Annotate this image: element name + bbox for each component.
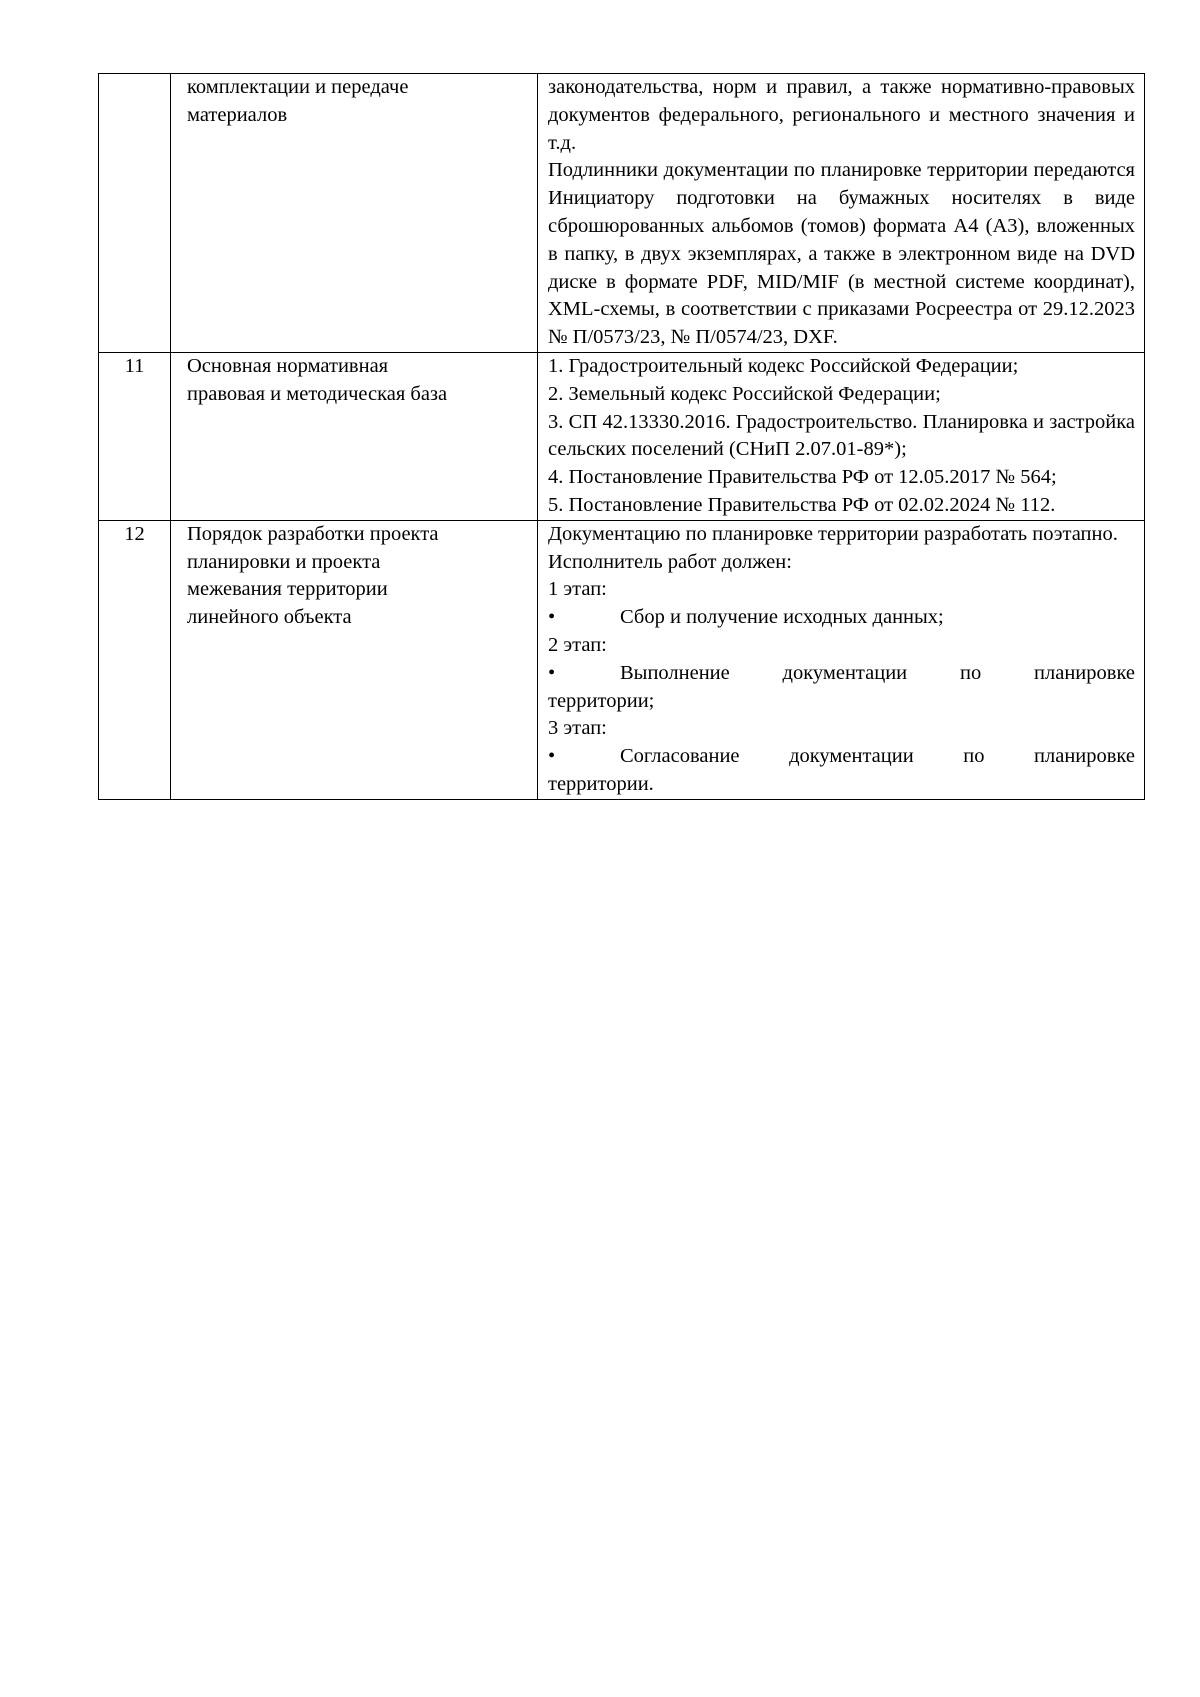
row-title bbox=[171, 520, 538, 799]
stage-label: 1 этап: bbox=[548, 578, 607, 601]
list-item: 4. Постановление Правительства РФ от 12.05.2017 № 564; bbox=[548, 466, 1057, 489]
stage-label: 2 этап: bbox=[548, 633, 607, 656]
paragraph: законодательства, норм и правил, а также нормативно-правовых документов федерального, регионального и местного значения и т.д. bbox=[548, 76, 1135, 154]
row-title-line: правовая и методическая база bbox=[187, 382, 448, 405]
row-title bbox=[171, 352, 538, 520]
row-number: 11 bbox=[99, 352, 171, 520]
list-item: 1. Градостроительный кодекс Российской Федерации; bbox=[548, 354, 1019, 377]
row-number: 12 bbox=[99, 520, 171, 799]
list-item: 2. Земельный кодекс Российской Федерации; bbox=[548, 382, 941, 405]
bullet-continuation: территории. bbox=[548, 772, 654, 795]
row-title bbox=[171, 74, 538, 353]
bullet-icon: • bbox=[548, 745, 556, 768]
bullet-item bbox=[548, 743, 1135, 771]
paragraph: Подлинники документации по планировке территории передаются Инициатору подготовки на бумажных носителях в виде сброшюрованных альбомов (томов) формата А4 (А3), вложенных в папку, в двух экземплярах, а также в электронном виде на DVD диске в формате PDF, MID/MIF (в местной системе координат), XML-схемы, в соответствии с приказами Росреестра от 29.12.2023 № П/0573/23, № П/0574/23, DXF. bbox=[548, 159, 1135, 349]
paragraph: Исполнитель работ должен: bbox=[548, 550, 792, 573]
table-row bbox=[99, 74, 1145, 353]
table-row bbox=[99, 520, 1145, 799]
bullet-text: Сбор и получение исходных данных; bbox=[620, 606, 944, 629]
row-description bbox=[538, 74, 1145, 353]
row-title-line: межевания территории bbox=[187, 578, 388, 601]
paragraph: Документацию по планировке территории разработать поэтапно. bbox=[548, 522, 1118, 545]
row-title-line: Основная нормативная bbox=[187, 354, 389, 377]
row-title-line: Порядок разработки проекта bbox=[187, 522, 439, 545]
row-title-line: комплектации и передаче bbox=[187, 76, 409, 98]
bullet-item bbox=[548, 604, 1135, 632]
bullet-text: Согласование документации по планировке bbox=[620, 745, 1135, 768]
bullet-item bbox=[548, 660, 1135, 688]
list-item: 3. СП 42.13330.2016. Градостроительство. Планировка и застройка сельских поселений (СНиП 2.07.01-89*); bbox=[548, 410, 1135, 461]
list-item: 5. Постановление Правительства РФ от 02.02.2024 № 112. bbox=[548, 493, 1056, 516]
requirements-table bbox=[98, 73, 1145, 800]
bullet-icon: • bbox=[548, 606, 556, 629]
bullet-icon: • bbox=[548, 661, 556, 684]
table-row bbox=[99, 352, 1145, 520]
row-title-line: линейного объекта bbox=[187, 606, 352, 629]
row-description bbox=[538, 520, 1145, 799]
row-title-line: материалов bbox=[187, 103, 288, 126]
bullet-text: Выполнение документации по планировке bbox=[620, 661, 1135, 684]
bullet-continuation: территории; bbox=[548, 689, 655, 712]
row-description bbox=[538, 352, 1145, 520]
stage-label: 3 этап: bbox=[548, 717, 607, 740]
row-number bbox=[99, 74, 171, 353]
row-title-line: планировки и проекта bbox=[187, 550, 381, 573]
